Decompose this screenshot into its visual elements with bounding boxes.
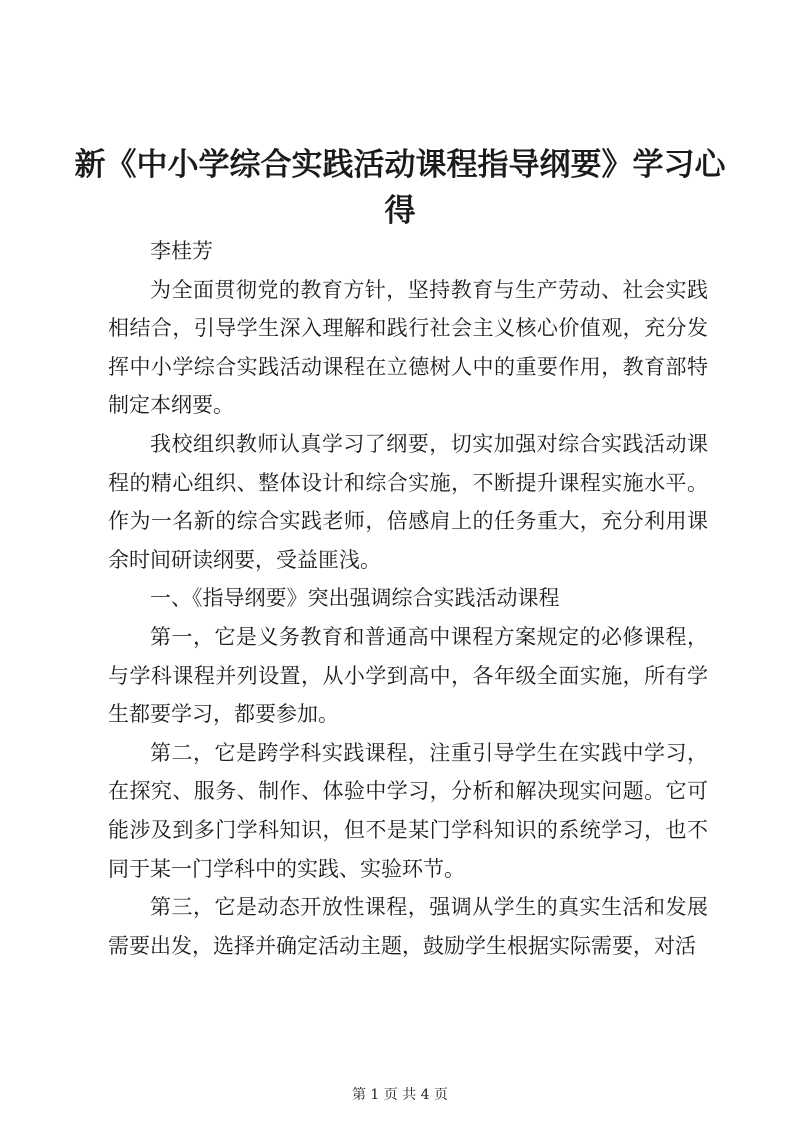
author-line: 李桂芳: [150, 239, 213, 263]
paragraph: 第一，它是义务教育和普通高中课程方案规定的必修课程，与学科课程并列设置，从小学到高中，各年级全面实施，所有学生都要学习，都要参加。: [108, 624, 708, 727]
document-title: 新《中小学综合实践活动课程指导纲要》学习心得: [74, 147, 726, 229]
document-body: [108, 232, 708, 965]
paragraph: 第二，它是跨学科实践课程，注重引导学生在实践中学习，在探究、服务、制作、体验中学习，分析和解决现实问题。它可能涉及到多门学科知识，但不是某门学科知识的系统学习，也不同于某一门学科中的实践、实验环节。: [108, 740, 708, 881]
paragraph: 第三，它是动态开放性课程，强调从学生的真实生活和发展需要出发，选择并确定活动主题，鼓励学生根据实际需要，对活: [108, 895, 708, 958]
paragraph: 我校组织教师认真学习了纲要，切实加强对综合实践活动课程的精心组织、整体设计和综合实施，不断提升课程实施水平。作为一名新的综合实践老师，倍感肩上的任务重大，充分利用课余时间研读纲要，受益匪浅。: [108, 431, 708, 572]
section-heading: 一、《指导纲要》突出强调综合实践活动课程: [150, 586, 560, 611]
paragraph: 为全面贯彻党的教育方针，坚持教育与生产劳动、社会实践相结合，引导学生深入理解和践行社会主义核心价值观，充分发挥中小学综合实践活动课程在立德树人中的重要作用，教育部特制定本纲要。: [108, 277, 708, 418]
page-footer: 第 1 页 共 4 页: [351, 1087, 449, 1103]
